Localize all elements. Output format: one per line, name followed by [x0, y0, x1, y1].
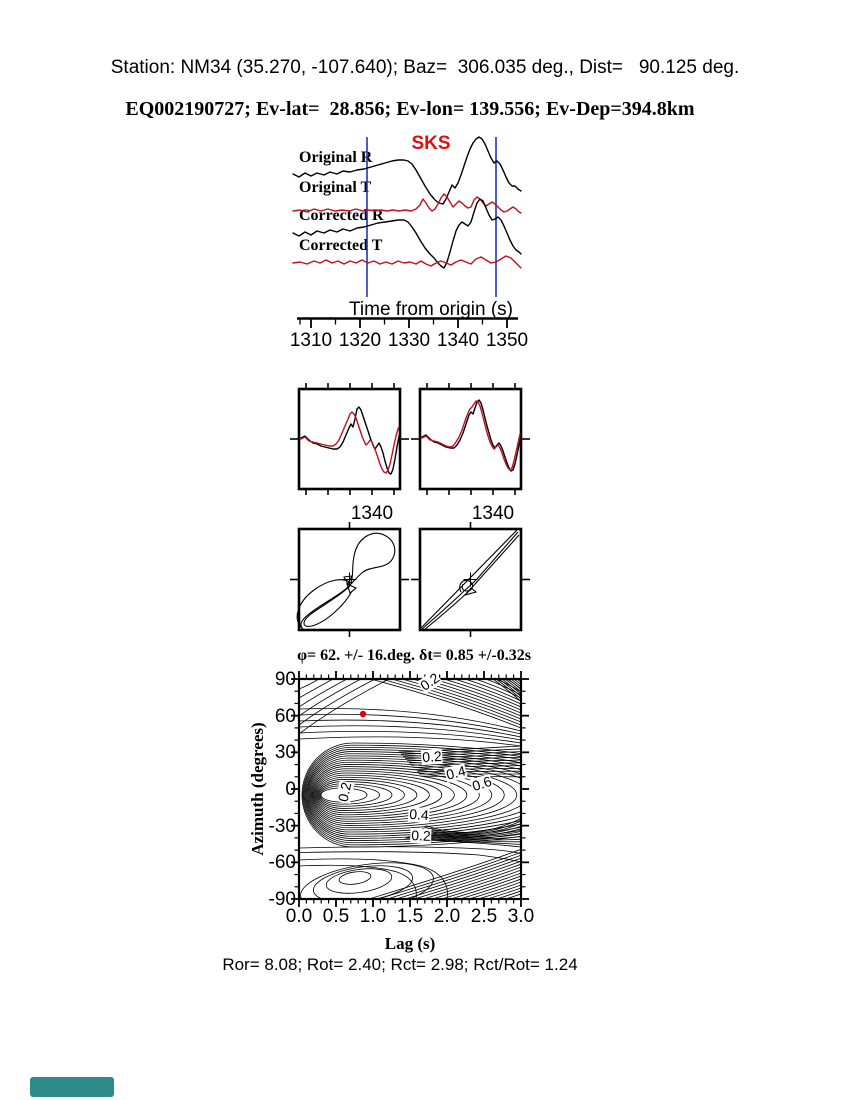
window-seismogram-panels: [285, 378, 530, 503]
tick-label: 3.0: [507, 906, 535, 927]
tick-label: 1.5: [396, 906, 424, 927]
azimuth-axis-label: Azimuth (degrees): [248, 722, 267, 856]
tick-label: 1350: [485, 330, 529, 351]
tick-label: 90: [274, 669, 296, 690]
contour-annotation: 0.4: [408, 805, 430, 824]
tick-label: -30: [268, 815, 296, 837]
error-surface-plot: [288, 668, 532, 912]
contour-annotation: 0.2: [421, 747, 443, 766]
tick-label: 1320: [338, 330, 382, 351]
particle-motion-panels: [285, 518, 530, 644]
tick-label: 1330: [387, 330, 431, 351]
trace-label-original-t: Original T: [299, 179, 372, 196]
tick-label: -60: [268, 852, 296, 874]
contour-annotation: 0.2: [411, 827, 432, 844]
tick-label: 1340: [471, 503, 515, 524]
tick-label: 2.5: [470, 906, 498, 927]
tick-label: 1.0: [359, 906, 387, 927]
contour-annotation: 0.2: [417, 669, 443, 694]
waveform-plot: [285, 128, 535, 360]
time-axis-label: Time from origin (s): [349, 299, 513, 320]
phase-label: SKS: [411, 133, 451, 154]
tick-label: 0.5: [322, 906, 350, 927]
tick-label: 60: [274, 705, 296, 727]
contour-annotation: 0.6: [470, 772, 494, 795]
contour-title: φ= 62. +/- 16.deg. δt= 0.85 +/-0.32s: [297, 647, 531, 664]
contour-annotation: 0.4: [444, 762, 468, 783]
best-fit-dot: [360, 711, 366, 717]
tick-label: -90: [268, 889, 296, 910]
trace-label-original-r: Original R: [299, 149, 373, 166]
tick-label: 1310: [289, 330, 333, 351]
tick-label: 0.0: [285, 906, 313, 927]
tick-label: 2.0: [433, 906, 461, 927]
trace-label-corrected-r: Corrected R: [299, 207, 384, 224]
tick-label: 1340: [350, 503, 394, 524]
tick-label: 30: [274, 742, 296, 764]
trace-label-corrected-t: Corrected T: [299, 237, 383, 254]
lag-axis-label: Lag (s): [384, 934, 436, 953]
gmt-timestamp: [30, 1077, 114, 1097]
results-line: Ror= 8.08; Rot= 2.40; Rct= 2.98; Rct/Rot= 1.24: [222, 955, 578, 974]
tick-label: 1340: [436, 330, 480, 351]
event-title: EQ002190727; Ev-lat= 28.856; Ev-lon= 139.556; Ev-Dep=394.8km: [125, 98, 695, 120]
station-title: Station: NM34 (35.270, -107.640); Baz= 306.035 deg., Dist= 90.125 deg.: [110, 57, 740, 78]
tick-label: 0: [285, 779, 296, 800]
contour-annotation: 0.2: [334, 780, 355, 804]
